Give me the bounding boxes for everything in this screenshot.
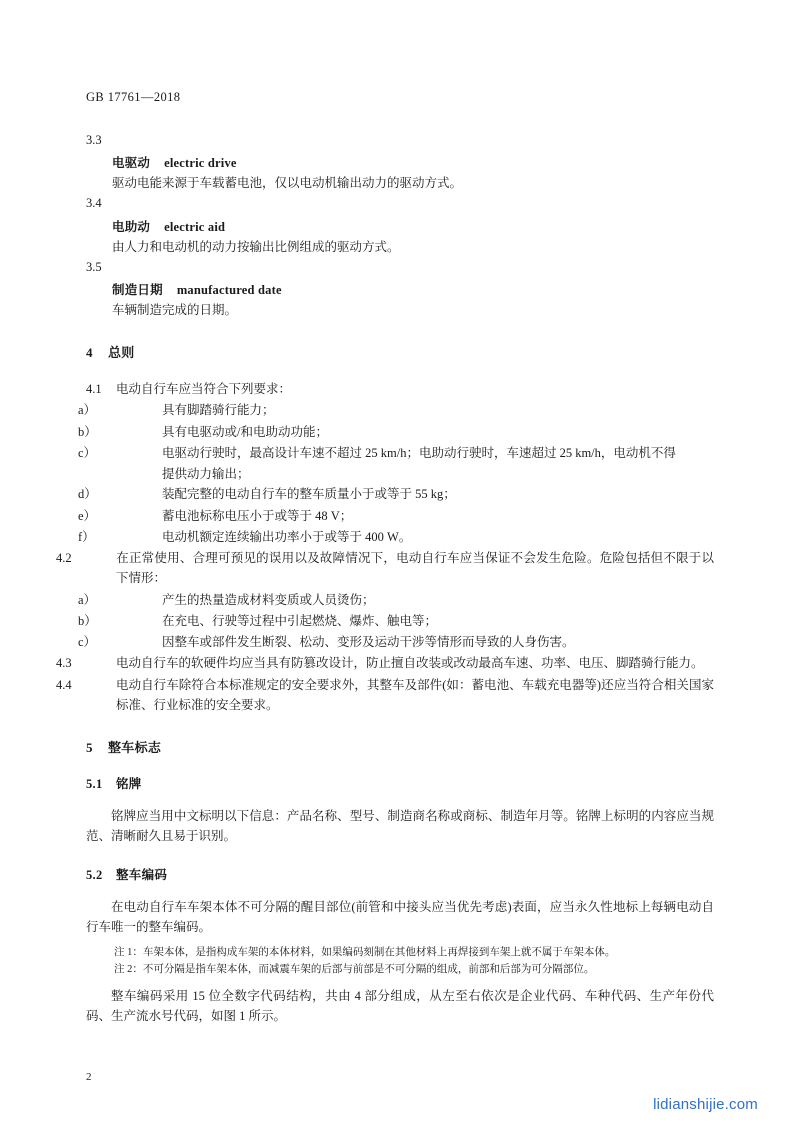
clause-number: 4.1	[86, 382, 102, 397]
paragraph-5-1: 铭牌应当用中文标明以下信息：产品名称、型号、制造商名称或商标、制造年月等。铭牌上标明的内容应当规范、清晰耐久且易于识别。	[86, 809, 714, 844]
list-item	[78, 484, 714, 504]
term-heading	[112, 153, 714, 171]
list-label: c）	[78, 635, 97, 650]
list-item	[78, 611, 714, 631]
clause-text: 在正常使用、合理可预见的误用以及故障情况下，电动自行车应当保证不会发生危险。危险包括但不限于以下情形：	[116, 551, 714, 586]
list-label: b）	[78, 613, 97, 628]
clause-number: 4.2	[56, 551, 72, 566]
subsection-heading-5-1	[86, 774, 714, 792]
clause-text: 电动自行车的软硬件均应当具有防篡改设计，防止擅自改装或改动最高车速、功率、电压、脚踏骑行能力。	[116, 656, 704, 671]
note-1: 注 1：车架本体，是指构成车架的本体材料，如果编码刻制在其他材料上再焊接到车架上就不属于车架本体。	[114, 947, 616, 959]
list-text: 电驱动行驶时，最高设计车速不超过 25 km/h；电助动行驶时，车速超过 25 km/h，电动机不得	[162, 445, 676, 460]
clause-4-2	[56, 548, 714, 589]
note-2: 注 2：不可分隔是指车架本体，而减震车架的后部与前部是不可分隔的组成，前部和后部为可分隔部位。	[114, 963, 595, 975]
term-heading	[112, 280, 714, 298]
clause-number: 4.3	[56, 656, 72, 671]
list-label: a）	[78, 592, 97, 607]
term-en: electric drive	[164, 156, 237, 171]
clause-4-4	[56, 675, 714, 716]
subsection-title-text: 铭牌	[116, 777, 142, 792]
clause-4-3	[56, 653, 714, 673]
list-item-continuation: 提供动力输出；	[162, 467, 250, 482]
clause-number: 4.4	[56, 677, 72, 692]
list-item	[78, 506, 714, 526]
list-label: e）	[78, 508, 97, 523]
page-header: GB 17761—2018	[86, 90, 181, 104]
subsection-number: 5.1	[86, 777, 103, 792]
list-text: 具有脚踏骑行能力；	[162, 403, 275, 418]
list-label: c）	[78, 445, 97, 460]
list-text: 因整车或部件发生断裂、松动、变形及运动干涉等情形而导致的人身伤害。	[162, 635, 575, 650]
term-number: 3.4	[86, 196, 102, 211]
list-text: 在充电、行驶等过程中引起燃烧、爆炸、触电等；	[162, 613, 438, 628]
list-item	[78, 443, 714, 463]
term-en: manufactured date	[176, 283, 282, 298]
term-en: electric aid	[164, 219, 226, 234]
section-title-text: 总则	[108, 345, 135, 361]
clause-text: 电动自行车除符合本标准规定的安全要求外，其整车及部件(如：蓄电池、车载充电器等)还应当符合相关国家标准、行业标准的安全要求。	[116, 677, 714, 712]
subsection-heading-5-2	[86, 865, 714, 883]
term-heading	[112, 217, 714, 235]
list-text: 装配完整的电动自行车的整车质量小于或等于 55 kg；	[162, 487, 456, 502]
section-number: 5	[86, 740, 93, 756]
term-definition: 由人力和电动机的动力按输出比例组成的驱动方式。	[112, 239, 400, 254]
clause-text: 电动自行车应当符合下列要求：	[116, 382, 292, 397]
list-item	[78, 422, 714, 442]
clause-4-1	[86, 379, 714, 399]
paragraph-5-2-after: 整车编码采用 15 位全数字代码结构，共由 4 部分组成，从左至右依次是企业代码、车种代码、生产年份代码、生产流水号代码，如图 1 所示。	[86, 988, 714, 1023]
list-item	[78, 400, 714, 420]
term-number: 3.3	[86, 133, 102, 147]
list-item	[78, 590, 714, 610]
list-label: a）	[78, 403, 97, 418]
section-heading-4	[86, 342, 714, 361]
term-definition: 驱动电能来源于车载蓄电池，仅以电动机输出动力的驱动方式。	[112, 176, 463, 191]
section-number: 4	[86, 345, 93, 361]
page-number: 2	[86, 1071, 92, 1083]
list-item	[78, 527, 714, 547]
paragraph-5-2: 在电动自行车车架本体不可分隔的醒目部位(前管和中接头应当优先考虑)表面，应当永久性地标上每辆电动自行车唯一的整车编码。	[86, 899, 714, 934]
watermark: lidianshijie.com	[653, 1096, 758, 1113]
list-label: f）	[78, 529, 95, 544]
term-definition: 车辆制造完成的日期。	[112, 303, 238, 318]
subsection-title-text: 整车编码	[116, 867, 168, 882]
term-cn: 电驱动	[112, 156, 151, 171]
list-text: 蓄电池标称电压小于或等于 48 V；	[162, 508, 353, 523]
term-number: 3.5	[86, 259, 102, 274]
term-cn: 制造日期	[112, 283, 163, 298]
list-item	[78, 632, 714, 652]
list-label: d）	[78, 487, 97, 502]
subsection-number: 5.2	[86, 867, 103, 882]
section-heading-5	[86, 737, 714, 756]
term-cn: 电助动	[112, 219, 151, 234]
section-title-text: 整车标志	[108, 740, 162, 756]
list-label: b）	[78, 424, 97, 439]
list-text: 具有电驱动或/和电助动功能；	[162, 424, 328, 439]
list-text: 电动机额定连续输出功率小于或等于 400 W。	[162, 529, 412, 544]
list-text: 产生的热量造成材料变质或人员烫伤；	[162, 592, 375, 607]
